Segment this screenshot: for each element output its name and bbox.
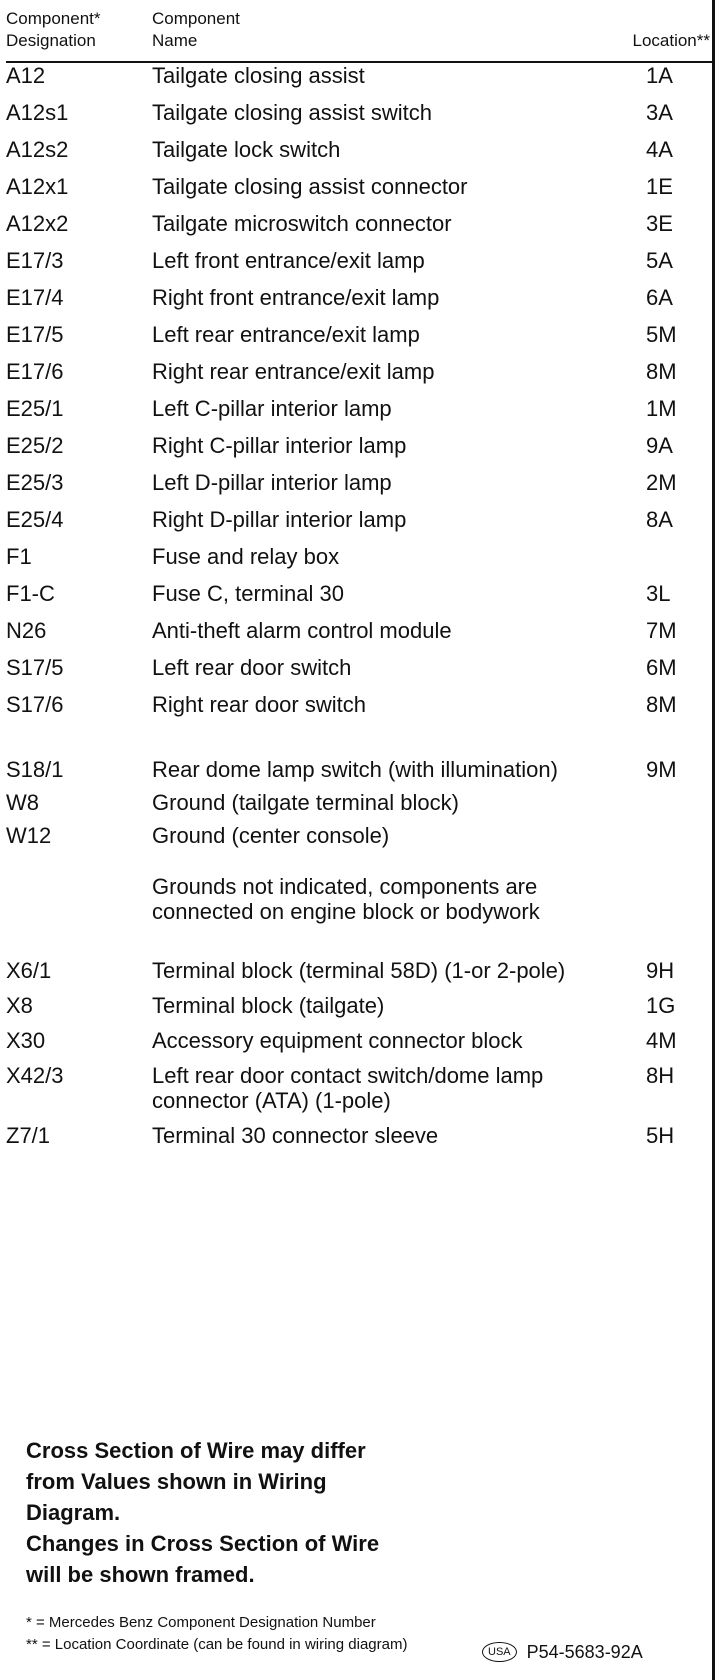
component-designation: E17/6 <box>6 359 64 384</box>
component-location: 5H <box>646 1123 675 1148</box>
table-row <box>6 211 706 236</box>
table-row <box>6 993 706 1018</box>
table-row <box>6 100 706 125</box>
component-location: 1M <box>646 396 677 421</box>
component-name: Anti-theft alarm control module <box>152 618 452 643</box>
component-designation: A12 <box>6 63 46 88</box>
footnote-location: ** = Location Coordinate (can be found in wiring diagram) <box>26 1636 408 1653</box>
component-designation: E17/5 <box>6 322 64 347</box>
table-row <box>6 1063 706 1113</box>
component-name: Rear dome lamp switch (with illumination) <box>152 757 558 782</box>
table-row <box>6 655 706 680</box>
component-designation: S17/6 <box>6 692 64 717</box>
component-designation: N26 <box>6 618 47 643</box>
table-row <box>6 137 706 162</box>
component-name: Left front entrance/exit lamp <box>152 248 425 273</box>
component-designation: W8 <box>6 790 39 815</box>
component-designation: X8 <box>6 993 33 1018</box>
component-designation: A12s2 <box>6 137 69 162</box>
component-name: Grounds not indicated, components are connected on engine block or bodywork <box>152 874 540 924</box>
component-designation: E25/4 <box>6 507 64 532</box>
component-location: 3A <box>646 100 673 125</box>
component-designation: E17/4 <box>6 285 64 310</box>
table-row <box>6 581 706 606</box>
usa-badge: USA <box>482 1642 517 1662</box>
component-designation: X6/1 <box>6 958 52 983</box>
table-row <box>6 248 706 273</box>
table-row <box>6 823 706 848</box>
document-reference <box>482 1634 643 1670</box>
component-location: 3E <box>646 211 673 236</box>
component-location: 8M <box>646 692 677 717</box>
table-row <box>6 1028 706 1053</box>
component-name: Left D-pillar interior lamp <box>152 470 392 495</box>
table-row <box>6 757 706 782</box>
component-name: Right C-pillar interior lamp <box>152 433 407 458</box>
component-location: 8M <box>646 359 677 384</box>
component-location: 5A <box>646 248 673 273</box>
table-row <box>6 359 706 384</box>
component-designation: Z7/1 <box>6 1123 51 1148</box>
component-name: Ground (center console) <box>152 823 390 848</box>
component-designation: S17/5 <box>6 655 64 680</box>
table-row <box>6 790 706 815</box>
table-row <box>6 322 706 347</box>
table-row <box>6 1123 706 1148</box>
component-name: Ground (tailgate terminal block) <box>152 790 459 815</box>
table-row <box>6 958 706 983</box>
component-name: Left rear door contact switch/dome lamp connector (ATA) (1-pole) <box>152 1063 544 1113</box>
component-location: 8H <box>646 1063 675 1088</box>
component-name: Tailgate lock switch <box>152 137 341 162</box>
component-location: 9H <box>646 958 675 983</box>
component-name: Right D-pillar interior lamp <box>152 507 407 532</box>
name-column-header: Component Name <box>152 9 240 50</box>
component-name: Left rear door switch <box>152 655 352 680</box>
table-row <box>6 174 706 199</box>
component-location: 6A <box>646 285 673 310</box>
table-header <box>6 8 712 58</box>
component-location: 2M <box>646 470 677 495</box>
component-designation: F1-C <box>6 581 55 606</box>
component-designation: X42/3 <box>6 1063 64 1088</box>
component-location: 4A <box>646 137 673 162</box>
component-name: Accessory equipment connector block <box>152 1028 523 1053</box>
component-designation: A12x1 <box>6 174 69 199</box>
table-row <box>6 433 706 458</box>
component-name: Tailgate closing assist <box>152 63 365 88</box>
component-location: 5M <box>646 322 677 347</box>
component-location: 4M <box>646 1028 677 1053</box>
component-location: 9M <box>646 757 677 782</box>
component-designation: E25/3 <box>6 470 64 495</box>
table-row <box>6 618 706 643</box>
component-name: Tailgate closing assist switch <box>152 100 433 125</box>
footnote-designation: * = Mercedes Benz Component Designation Number <box>26 1614 376 1631</box>
component-name: Right front entrance/exit lamp <box>152 285 440 310</box>
component-name: Right rear entrance/exit lamp <box>152 359 435 384</box>
reference-code: P54-5683-92A <box>526 1641 643 1662</box>
component-name: Fuse and relay box <box>152 544 340 569</box>
designation-column-header: Component* Designation <box>6 9 101 50</box>
component-designation: E17/3 <box>6 248 64 273</box>
component-name: Left C-pillar interior lamp <box>152 396 392 421</box>
component-designation: S18/1 <box>6 757 64 782</box>
component-name: Tailgate closing assist connector <box>152 174 468 199</box>
table-row <box>6 396 706 421</box>
component-name: Fuse C, terminal 30 <box>152 581 344 606</box>
table-row <box>6 470 706 495</box>
component-location: 1A <box>646 63 673 88</box>
table-row <box>6 544 706 569</box>
component-designation: F1 <box>6 544 32 569</box>
table-row <box>6 63 706 88</box>
component-name: Terminal block (terminal 58D) (1-or 2-pole) <box>152 958 566 983</box>
component-designation: E25/1 <box>6 396 64 421</box>
location-column-header: Location** <box>632 31 710 50</box>
component-location: 7M <box>646 618 677 643</box>
component-location: 1G <box>646 993 676 1018</box>
component-designation: X30 <box>6 1028 46 1053</box>
component-location: 3L <box>646 581 671 606</box>
component-location: 6M <box>646 655 677 680</box>
component-name: Tailgate microswitch connector <box>152 211 452 236</box>
component-designation: E25/2 <box>6 433 64 458</box>
component-location: 1E <box>646 174 673 199</box>
table-row <box>6 874 706 924</box>
component-name: Right rear door switch <box>152 692 366 717</box>
table-row <box>6 507 706 532</box>
component-name: Terminal block (tailgate) <box>152 993 385 1018</box>
component-name: Terminal 30 connector sleeve <box>152 1123 439 1148</box>
component-location: 9A <box>646 433 673 458</box>
component-table <box>6 63 706 1148</box>
table-row <box>6 285 706 310</box>
table-row <box>6 692 706 717</box>
right-border-rule <box>712 0 715 1680</box>
wire-cross-section-note: Cross Section of Wire may differ from Values shown in Wiring Diagram. Changes in Cross Section of Wire will be shown framed. <box>26 1438 380 1587</box>
component-location: 8A <box>646 507 673 532</box>
component-name: Left rear entrance/exit lamp <box>152 322 420 347</box>
component-designation: A12s1 <box>6 100 69 125</box>
component-designation: W12 <box>6 823 52 848</box>
component-designation: A12x2 <box>6 211 69 236</box>
